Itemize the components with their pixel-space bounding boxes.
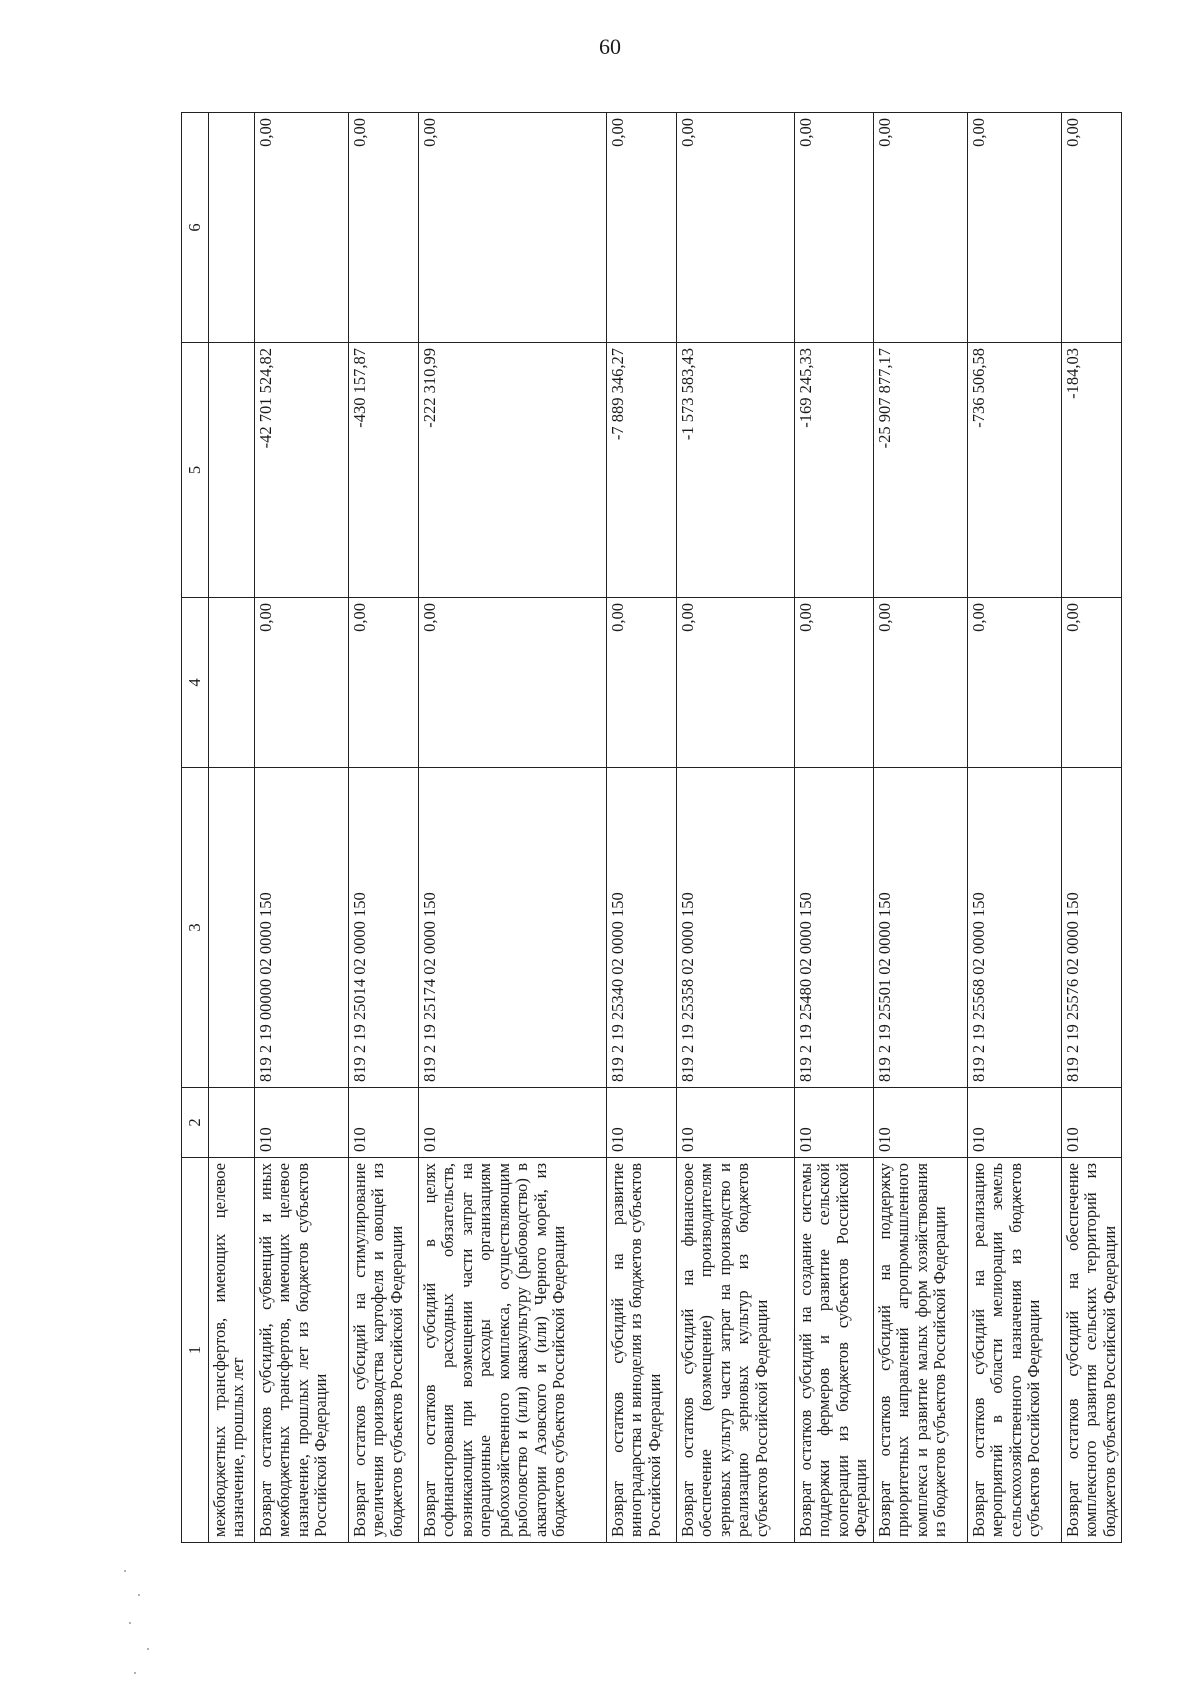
row-col6: 0,00 bbox=[349, 113, 419, 343]
row-col5: -7 889 346,27 bbox=[607, 343, 677, 598]
row-kbk: 819 2 19 25014 02 0000 150 bbox=[349, 768, 419, 1088]
row-col6: 0,00 bbox=[1061, 113, 1121, 343]
row-name: Возврат остатков субсидий на стимулирование увеличения производства картофеля и овощей из бюджетов субъектов Российской Федерации bbox=[349, 1158, 419, 1543]
row-col6: 0,00 bbox=[873, 113, 967, 343]
row-col6 bbox=[209, 113, 255, 343]
row-kbk: 819 2 19 25174 02 0000 150 bbox=[419, 768, 607, 1088]
column-header-2: 2 bbox=[182, 1088, 209, 1158]
budget-table bbox=[181, 112, 1122, 1543]
row-col6: 0,00 bbox=[795, 113, 874, 343]
column-header-6: 6 bbox=[182, 113, 209, 343]
row-name: Возврат остатков субсидий на поддержку приоритетных направлений агропромышленного комплекса и развитие малых форм хозяйствования из бюджетов субъектов Российской Федерации bbox=[873, 1158, 967, 1543]
row-kbk: 819 2 19 25568 02 0000 150 bbox=[967, 768, 1061, 1088]
row-code: 010 bbox=[795, 1088, 874, 1158]
row-name: Возврат остатков субсидий на развитие виноградарства и виноделия из бюджетов субъектов Российской Федерации bbox=[607, 1158, 677, 1543]
table-row bbox=[607, 113, 677, 1543]
row-code: 010 bbox=[873, 1088, 967, 1158]
row-col5: -1 573 583,43 bbox=[677, 343, 795, 598]
table-row bbox=[419, 113, 607, 1543]
row-col5: -42 701 524,82 bbox=[255, 343, 349, 598]
table-row bbox=[873, 113, 967, 1543]
row-name: Возврат остатков субсидий на создание системы поддержки фермеров и развитие сельской кооперации из бюджетов субъектов Российской Федерации bbox=[795, 1158, 874, 1543]
row-code: 010 bbox=[967, 1088, 1061, 1158]
scan-noise-dots bbox=[120, 1560, 180, 1690]
column-header-1: 1 bbox=[182, 1158, 209, 1543]
row-col4: 0,00 bbox=[873, 598, 967, 768]
row-col5: -25 907 877,17 bbox=[873, 343, 967, 598]
table-row bbox=[677, 113, 795, 1543]
row-col6: 0,00 bbox=[967, 113, 1061, 343]
row-code: 010 bbox=[677, 1088, 795, 1158]
row-name: Возврат остатков субсидий, субвенций и иных межбюджетных трансфертов, имеющих целевое назначение, прошлых лет из бюджетов субъектов Российской Федерации bbox=[255, 1158, 349, 1543]
row-col5: -184,03 bbox=[1061, 343, 1121, 598]
row-col4: 0,00 bbox=[1061, 598, 1121, 768]
row-col5: -222 310,99 bbox=[419, 343, 607, 598]
table-header-row bbox=[182, 113, 209, 1543]
row-col4 bbox=[209, 598, 255, 768]
row-kbk: 819 2 19 25480 02 0000 150 bbox=[795, 768, 874, 1088]
row-col6: 0,00 bbox=[677, 113, 795, 343]
row-name: Возврат остатков субсидий на реализацию мероприятий в области мелиорации земель сельскохозяйственного назначения из бюджетов субъектов Российской Федерации bbox=[967, 1158, 1061, 1543]
row-col5: -169 245,33 bbox=[795, 343, 874, 598]
table-row bbox=[255, 113, 349, 1543]
row-code: 010 bbox=[349, 1088, 419, 1158]
row-code: 010 bbox=[607, 1088, 677, 1158]
row-col4: 0,00 bbox=[349, 598, 419, 768]
row-name: межбюджетных трансфертов, имеющих целевое назначение, прошлых лет bbox=[209, 1158, 255, 1543]
row-col4: 0,00 bbox=[967, 598, 1061, 768]
table-row bbox=[795, 113, 874, 1543]
row-col4: 0,00 bbox=[419, 598, 607, 768]
column-header-4: 4 bbox=[182, 598, 209, 768]
row-col6: 0,00 bbox=[607, 113, 677, 343]
row-name: Возврат остатков субсидий в целях софинансирования расходных обязательств, возникающих при возмещении части затрат на операционные расходы организациям рыбохозяйственного комплекса, осуществляющим рыболовство и (или) аквакультуру (рыбоводство) в акватории Азовского и (или) Черного морей, из бюджетов субъектов Российской Федерации bbox=[419, 1158, 607, 1543]
row-code: 010 bbox=[1061, 1088, 1121, 1158]
row-name: Возврат остатков субсидий на обеспечение комплексного развития сельских территорий из бюджетов субъектов Российской Федерации bbox=[1061, 1158, 1121, 1543]
column-header-5: 5 bbox=[182, 343, 209, 598]
row-col6: 0,00 bbox=[419, 113, 607, 343]
row-col4: 0,00 bbox=[607, 598, 677, 768]
row-col5 bbox=[209, 343, 255, 598]
row-col5: -430 157,87 bbox=[349, 343, 419, 598]
row-kbk bbox=[209, 768, 255, 1088]
page-number: 60 bbox=[599, 34, 621, 59]
row-kbk: 819 2 19 25340 02 0000 150 bbox=[607, 768, 677, 1088]
row-code: 010 bbox=[255, 1088, 349, 1158]
row-col4: 0,00 bbox=[677, 598, 795, 768]
row-kbk: 819 2 19 25576 02 0000 150 bbox=[1061, 768, 1121, 1088]
row-code: 010 bbox=[419, 1088, 607, 1158]
table-row-continuation bbox=[209, 113, 255, 1543]
row-kbk: 819 2 19 25358 02 0000 150 bbox=[677, 768, 795, 1088]
row-col5: -736 506,58 bbox=[967, 343, 1061, 598]
table-row bbox=[967, 113, 1061, 1543]
table-rotated-container bbox=[181, 113, 1119, 1543]
table-row bbox=[349, 113, 419, 1543]
table-row bbox=[1061, 113, 1121, 1543]
row-kbk: 819 2 19 00000 02 0000 150 bbox=[255, 768, 349, 1088]
row-kbk: 819 2 19 25501 02 0000 150 bbox=[873, 768, 967, 1088]
row-code bbox=[209, 1088, 255, 1158]
row-col4: 0,00 bbox=[795, 598, 874, 768]
column-header-3: 3 bbox=[182, 768, 209, 1088]
row-col6: 0,00 bbox=[255, 113, 349, 343]
row-name: Возврат остатков субсидий на финансовое обеспечение (возмещение) производителям зерновых культур части затрат на производство и реализацию зерновых культур из бюджетов субъектов Российской Федерации bbox=[677, 1158, 795, 1543]
row-col4: 0,00 bbox=[255, 598, 349, 768]
